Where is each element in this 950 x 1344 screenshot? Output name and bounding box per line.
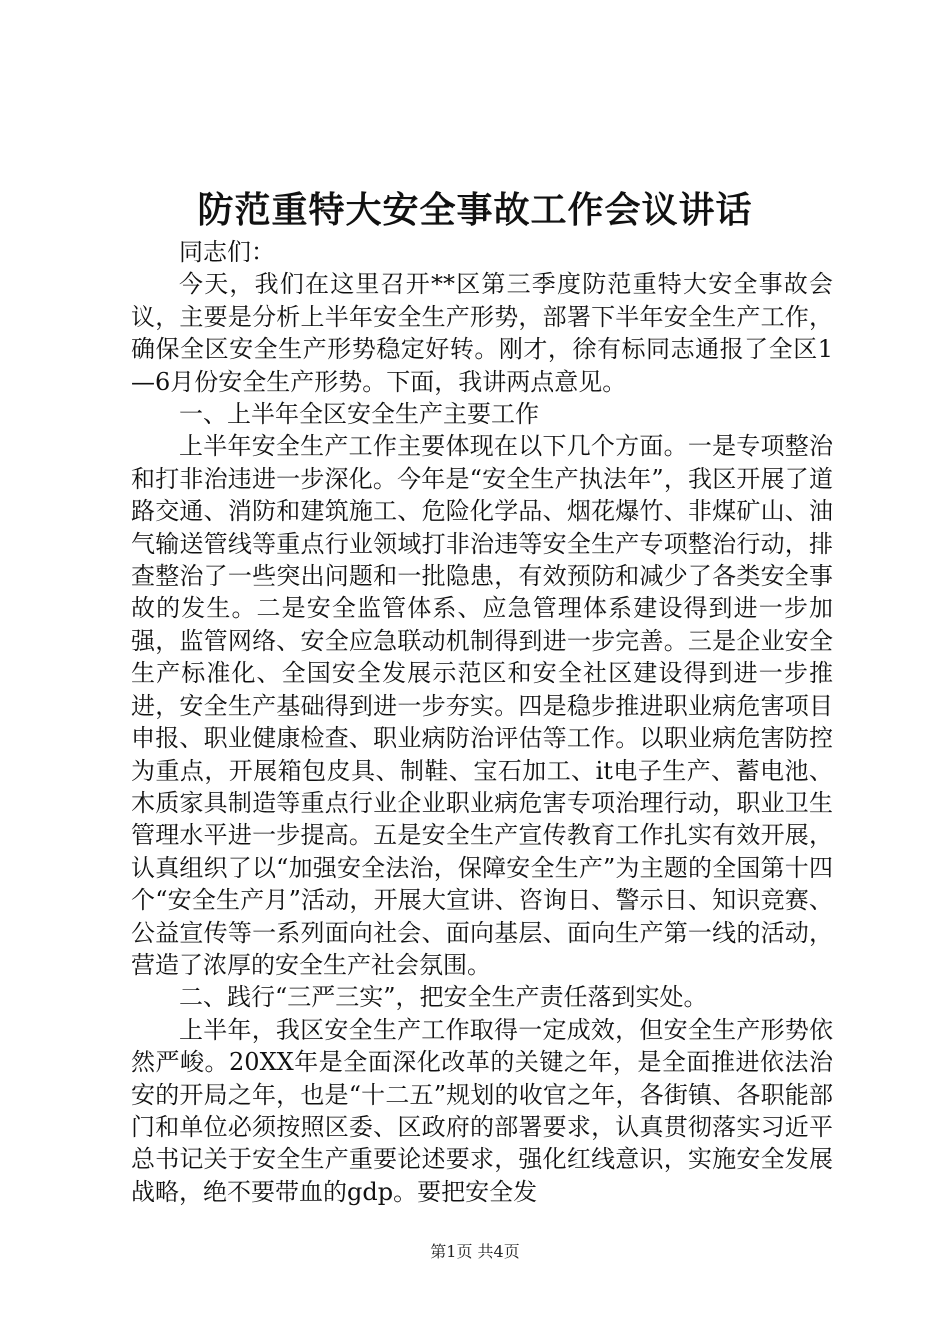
document-title: 防范重特大安全事故工作会议讲话 <box>197 189 753 231</box>
section-1-paragraph: 上半年安全生产工作主要体现在以下几个方面。一是专项整治和打非治违进一步深化。今年是“安全生产执法年”，我区开展了道路交通、消防和建筑施工、危险化学品、烟花爆竹、非煤矿山、油气输送管线等重点行业领域打非治违等安全生产专项整治行动，排查整治了一些突出问题和一批隐患，有效预防和减少了各类安全事故的发生。二是安全监管体系、应急管理体系建设得到进一步加强，监管网络、安全应急联动机制得到进一步完善。三是企业安全生产标准化、全国安全发展示范区和安全社区建设得到进一步推进，安全生产基础得到进一步夯实。四是稳步推进职业病危害项目申报、职业健康检查、职业病防治评估等工作。以职业病危害防控为重点，开展箱包皮具、制鞋、宝石加工、it电子生产、蓄电池、木质家具制造等重点行业企业职业病危害专项治理行动，职业卫生管理水平进一步提高。五是安全生产宣传教育工作扎实有效开展，认真组织了以“加强安全法治，保障安全生产”为主题的全国第十四个“安全生产月”活动，开展大宣讲、咨询日、警示日、知识竞赛、公益宣传等一系列面向社会、面向基层、面向生产第一线的活动，营造了浓厚的安全生产社会氛围。 <box>131 432 833 979</box>
greeting-paragraph: 同志们： <box>179 238 275 266</box>
page-footer: 第1页 共4页 <box>430 1242 520 1261</box>
document-body <box>131 236 833 1208</box>
section-heading-1: 一、上半年全区安全生产主要工作 <box>179 400 539 429</box>
intro-paragraph: 今天，我们在这里召开**区第三季度防范重特大安全事故会议，主要是分析上半年安全生产形势，部署下半年安全生产工作，确保全区安全生产形势稳定好转。刚才，徐有标同志通报了全区1—6月份安全生产形势。下面，我讲两点意见。 <box>131 270 833 396</box>
section-2-paragraph: 上半年，我区安全生产工作取得一定成效，但安全生产形势依然严峻。20XX年是全面深化改革的关键之年，是全面推进依法治安的开局之年，也是“十二五”规划的收官之年，各街镇、各职能部门和单位必须按照区委、区政府的部署要求，认真贯彻落实习近平总书记关于安全生产重要论述要求，强化红线意识，实施安全发展战略，绝不要带血的gdp。要把安全发 <box>131 1015 833 1206</box>
section-heading-2: 二、践行“三严三实”，把安全生产责任落到实处。 <box>179 983 708 1012</box>
